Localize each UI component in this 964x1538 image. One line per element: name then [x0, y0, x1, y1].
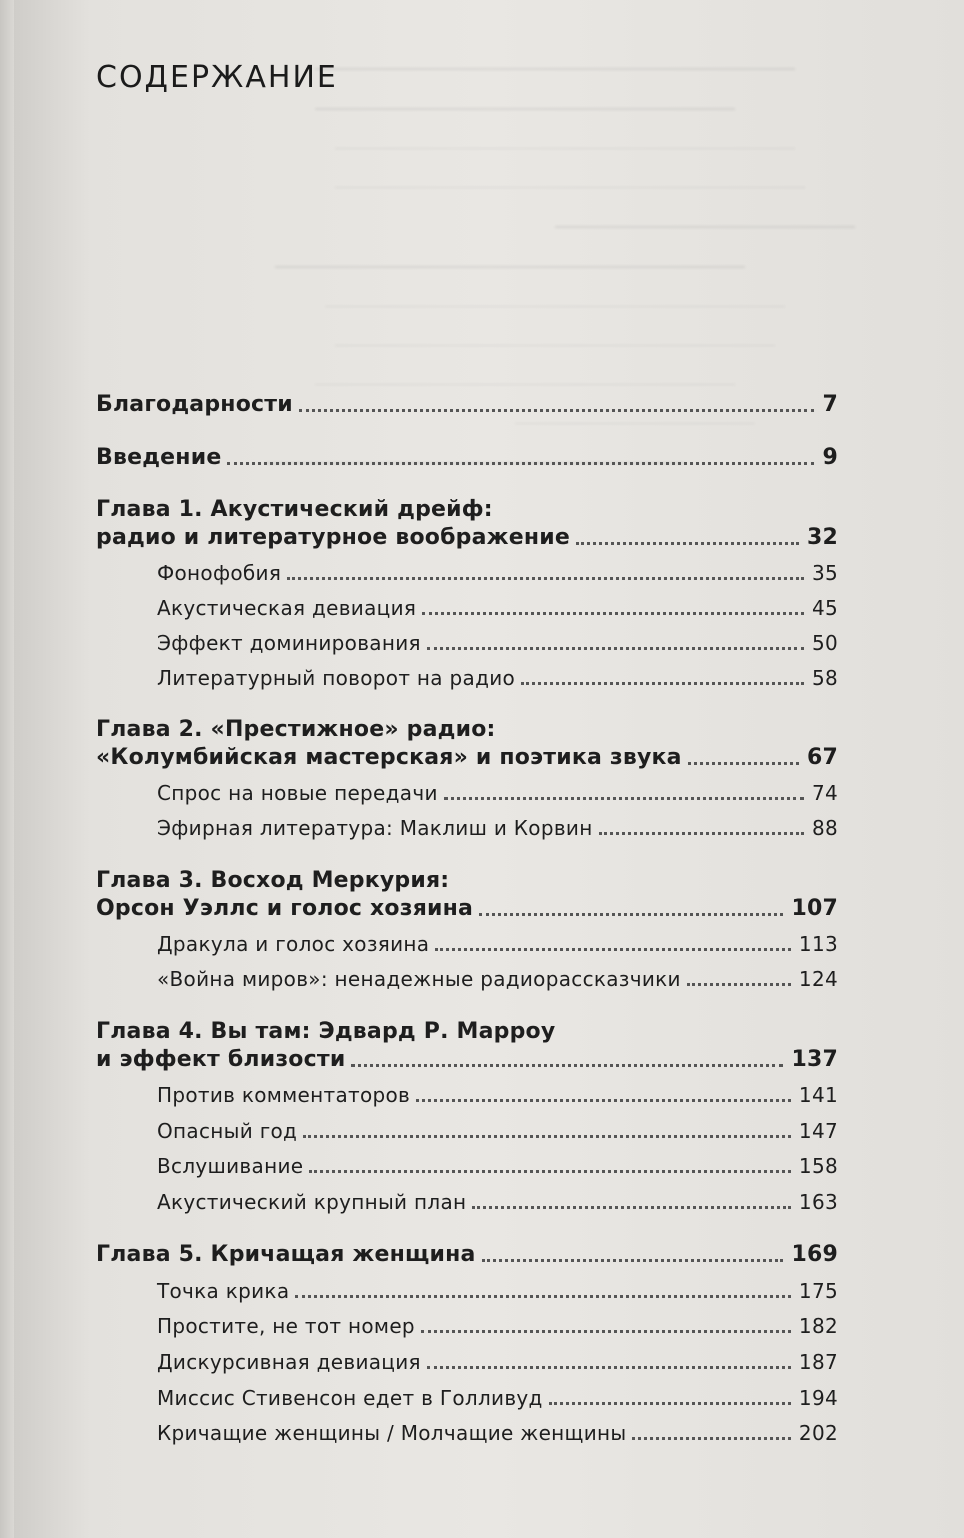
entry-label: Дракула и голос хозяина [157, 932, 430, 956]
toc-entry-introduction [96, 445, 838, 470]
entry-page: 169 [791, 1242, 838, 1267]
chapter-title-line1: Глава 4. Вы там: Эдвард Р. Марроу [96, 1019, 556, 1044]
entry-page: 158 [798, 1154, 838, 1178]
toc-chapter-1 [96, 497, 838, 550]
toc-section [157, 1190, 838, 1214]
entry-page: 141 [798, 1083, 838, 1107]
entry-page: 187 [798, 1350, 838, 1374]
dot-leader [687, 983, 791, 986]
dot-leader [576, 542, 799, 545]
toc-section [157, 596, 838, 620]
dot-leader [435, 948, 791, 951]
chapter-title-line1: Глава 3. Восход Меркурия: [96, 868, 450, 893]
chapter-title-line2: «Колумбийская мастерская» и поэтика звука [96, 745, 682, 770]
dot-leader [521, 682, 804, 685]
entry-label: Эффект доминирования [157, 631, 421, 655]
entry-page: 202 [798, 1421, 838, 1445]
entry-label: Вслушивание [157, 1154, 304, 1178]
entry-label: Дискурсивная девиация [157, 1350, 421, 1374]
dot-leader [479, 913, 783, 916]
toc-section [157, 781, 838, 805]
entry-label: Точка крика [157, 1279, 290, 1303]
entry-label: «Война миров»: ненадежные радиорассказчики [157, 967, 681, 991]
toc-chapter-3 [96, 868, 838, 921]
toc-section [157, 1386, 838, 1410]
entry-label: Благодарности [96, 392, 293, 417]
dot-leader [632, 1437, 790, 1440]
toc-chapter-5 [96, 1242, 838, 1267]
toc-section [157, 1119, 838, 1143]
toc-section [157, 1154, 838, 1178]
dot-leader [427, 1366, 791, 1369]
chapter-title-line2: и эффект близости [96, 1047, 346, 1072]
dot-leader [688, 762, 799, 765]
toc-section [157, 1083, 838, 1107]
entry-page: 137 [791, 1047, 838, 1072]
entry-page: 147 [798, 1119, 838, 1143]
entry-page: 194 [798, 1386, 838, 1410]
entry-label: Акустическая девиация [157, 596, 417, 620]
entry-page: 45 [811, 596, 838, 620]
entry-page: 58 [811, 666, 838, 690]
dot-leader [549, 1402, 791, 1405]
dot-leader [482, 1259, 784, 1262]
entry-page: 35 [811, 561, 838, 585]
toc-section [157, 631, 838, 655]
toc-section [157, 561, 838, 585]
dot-leader [299, 409, 815, 412]
dot-leader [287, 577, 804, 580]
entry-page: 32 [806, 525, 838, 550]
chapter-title-line2: Глава 5. Кричащая женщина [96, 1242, 476, 1267]
dot-leader [309, 1170, 791, 1173]
toc-section [157, 816, 838, 840]
entry-page: 7 [822, 392, 838, 417]
entry-page: 50 [811, 631, 838, 655]
entry-label: Литературный поворот на радио [157, 666, 516, 690]
entry-label: Миссис Стивенсон едет в Голливуд [157, 1386, 543, 1410]
dot-leader [421, 1330, 791, 1333]
entry-label: Фонофобия [157, 561, 282, 585]
entry-label: Эфирная литература: Маклиш и Корвин [157, 816, 593, 840]
entry-page: 113 [798, 932, 838, 956]
chapter-title-line2: Орсон Уэллс и голос хозяина [96, 896, 474, 921]
dot-leader [599, 832, 804, 835]
entry-label: Кричащие женщины / Молчащие женщины [157, 1421, 627, 1445]
entry-label: Акустический крупный план [157, 1190, 467, 1214]
entry-label: Против комментаторов [157, 1083, 411, 1107]
entry-page: 175 [798, 1279, 838, 1303]
dot-leader [444, 797, 804, 800]
toc-section [157, 1279, 838, 1303]
entry-page: 124 [798, 967, 838, 991]
dot-leader [416, 1099, 791, 1102]
dot-leader [422, 612, 804, 615]
toc-chapter-2 [96, 717, 838, 770]
page-title: СОДЕРЖАНИЕ [96, 60, 338, 95]
toc-chapter-4 [96, 1019, 838, 1072]
toc-section [157, 967, 838, 991]
entry-label: Опасный год [157, 1119, 298, 1143]
dot-leader [427, 647, 804, 650]
entry-label: Введение [96, 445, 222, 470]
toc-section [157, 1314, 838, 1338]
entry-page: 163 [798, 1190, 838, 1214]
chapter-title-line2: радио и литературное воображение [96, 525, 571, 550]
entry-page: 74 [811, 781, 838, 805]
dot-leader [303, 1135, 791, 1138]
entry-page: 67 [806, 745, 838, 770]
chapter-title-line1: Глава 2. «Престижное» радио: [96, 717, 496, 742]
entry-label: Спрос на новые передачи [157, 781, 438, 805]
dot-leader [472, 1206, 791, 1209]
dot-leader [351, 1064, 783, 1067]
toc-section [157, 932, 838, 956]
toc-section [157, 666, 838, 690]
chapter-title-line1: Глава 1. Акустический дрейф: [96, 497, 493, 522]
toc-section [157, 1421, 838, 1445]
entry-page: 182 [798, 1314, 838, 1338]
toc-section [157, 1350, 838, 1374]
entry-label: Простите, не тот номер [157, 1314, 415, 1338]
entry-page: 88 [811, 816, 838, 840]
dot-leader [295, 1295, 791, 1298]
entry-page: 107 [791, 896, 838, 921]
dot-leader [227, 462, 814, 465]
entry-page: 9 [822, 445, 838, 470]
toc-entry-acknowledgements [96, 392, 838, 417]
